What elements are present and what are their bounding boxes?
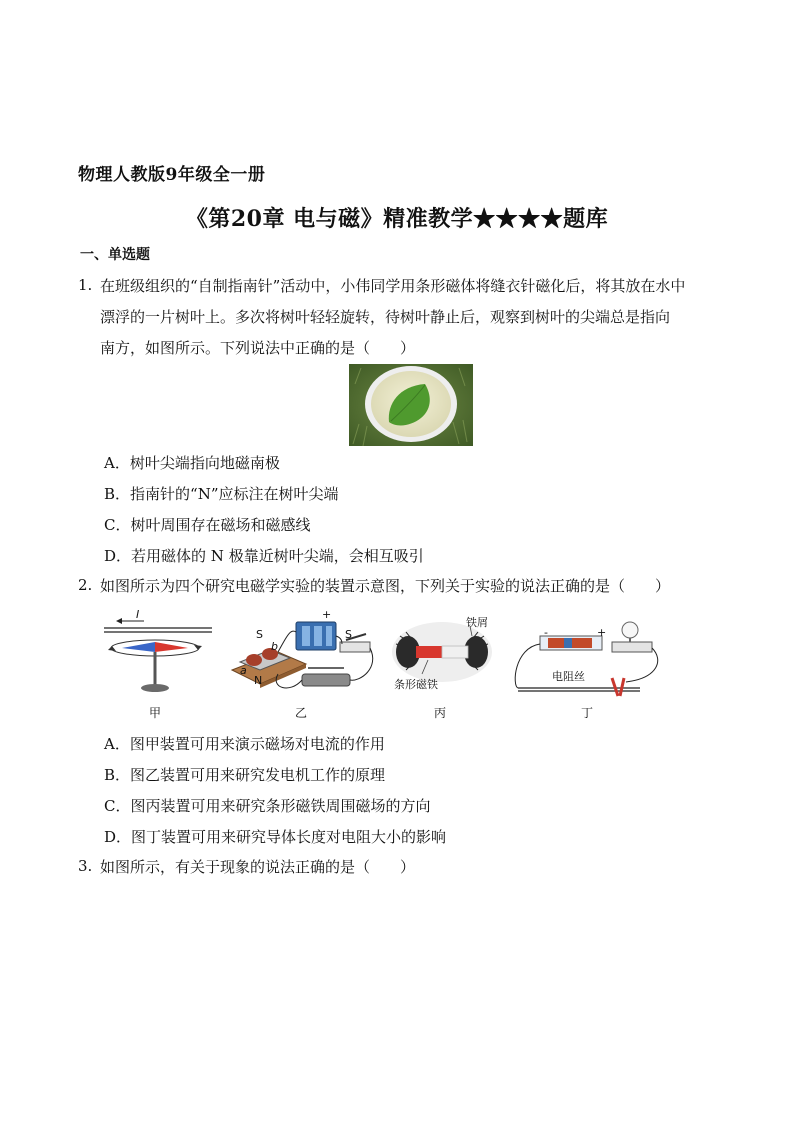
question-1-option-d: D．若用磁体的 N 极靠近树叶尖端，会相互吸引 bbox=[104, 547, 424, 565]
figure-bing-iron-filings-label: 铁屑 bbox=[466, 616, 488, 629]
figure-caption-jia: 甲 bbox=[149, 706, 162, 720]
figure-caption-bing: 丙 bbox=[434, 706, 447, 720]
section-heading: 一、单选题 bbox=[80, 247, 150, 263]
document-title: 《第20章 电与磁》精准教学★★★★题库 bbox=[185, 206, 609, 232]
question-2-option-b: B．图乙装置可用来研究发电机工作的原理 bbox=[104, 766, 386, 784]
figure-yi-plus-label: + bbox=[322, 608, 332, 621]
question-1-option-a: A．树叶尖端指向地磁南极 bbox=[104, 454, 280, 472]
figure-caption-yi: 乙 bbox=[295, 706, 308, 720]
figure-jia-compass-wire bbox=[100, 608, 216, 698]
question-1-number: 1. bbox=[78, 276, 93, 294]
figure-yi-b-label: b bbox=[271, 640, 278, 653]
figure-bing-bar-magnet-label: 条形磁铁 bbox=[394, 678, 438, 691]
question-1-option-c: C．树叶周围存在磁场和磁感线 bbox=[104, 516, 311, 534]
question-2-option-d: D．图丁装置可用来研究导体长度对电阻大小的影响 bbox=[104, 828, 447, 846]
figure-ding-resistance-wire-circuit bbox=[508, 616, 664, 700]
figure-yi-s-label-1: S bbox=[256, 628, 263, 641]
figure-caption-ding: 丁 bbox=[581, 706, 594, 720]
figure-ding-plus-label: + bbox=[597, 626, 607, 639]
figure-ding-resistance-wire-label: 电阻丝 bbox=[552, 670, 585, 683]
question-2-option-a: A．图甲装置可用来演示磁场对电流的作用 bbox=[104, 735, 385, 753]
figure-yi-a-label: a bbox=[240, 664, 247, 677]
question-3-line-1: 如图所示，有关于现象的说法正确的是（ ） bbox=[100, 858, 416, 876]
figure-yi-s-label-2: S bbox=[345, 628, 352, 641]
question-2-option-c: C．图丙装置可用来研究条形磁铁周围磁场的方向 bbox=[104, 797, 431, 815]
document-subtitle: 物理人教版9年级全一册 bbox=[78, 165, 266, 185]
figure-yi-electromagnet-circuit bbox=[230, 608, 380, 700]
question-2-number: 2. bbox=[78, 576, 93, 594]
figure-jia-current-label: I bbox=[136, 608, 140, 621]
question-3-number: 3. bbox=[78, 857, 93, 875]
question-1-line-3: 南方，如图所示。下列说法中正确的是（ ） bbox=[100, 339, 416, 357]
figure-yi-n-label: N bbox=[254, 674, 263, 687]
leaf-in-water-photo bbox=[349, 364, 473, 446]
question-1-line-2: 漂浮的一片树叶上。多次将树叶轻轻旋转，待树叶静止后，观察到树叶的尖端总是指向 bbox=[100, 308, 671, 326]
question-1-option-b: B．指南针的“N”应标注在树叶尖端 bbox=[104, 485, 339, 503]
question-2-line-1: 如图所示为四个研究电磁学实验的装置示意图，下列关于实验的说法正确的是（ ） bbox=[100, 577, 671, 595]
figure-ding-minus-label: - bbox=[544, 626, 548, 639]
question-1-line-1: 在班级组织的“自制指南针”活动中，小伟同学用条形磁体将缝衣针磁化后，将其放在水中 bbox=[100, 277, 686, 295]
